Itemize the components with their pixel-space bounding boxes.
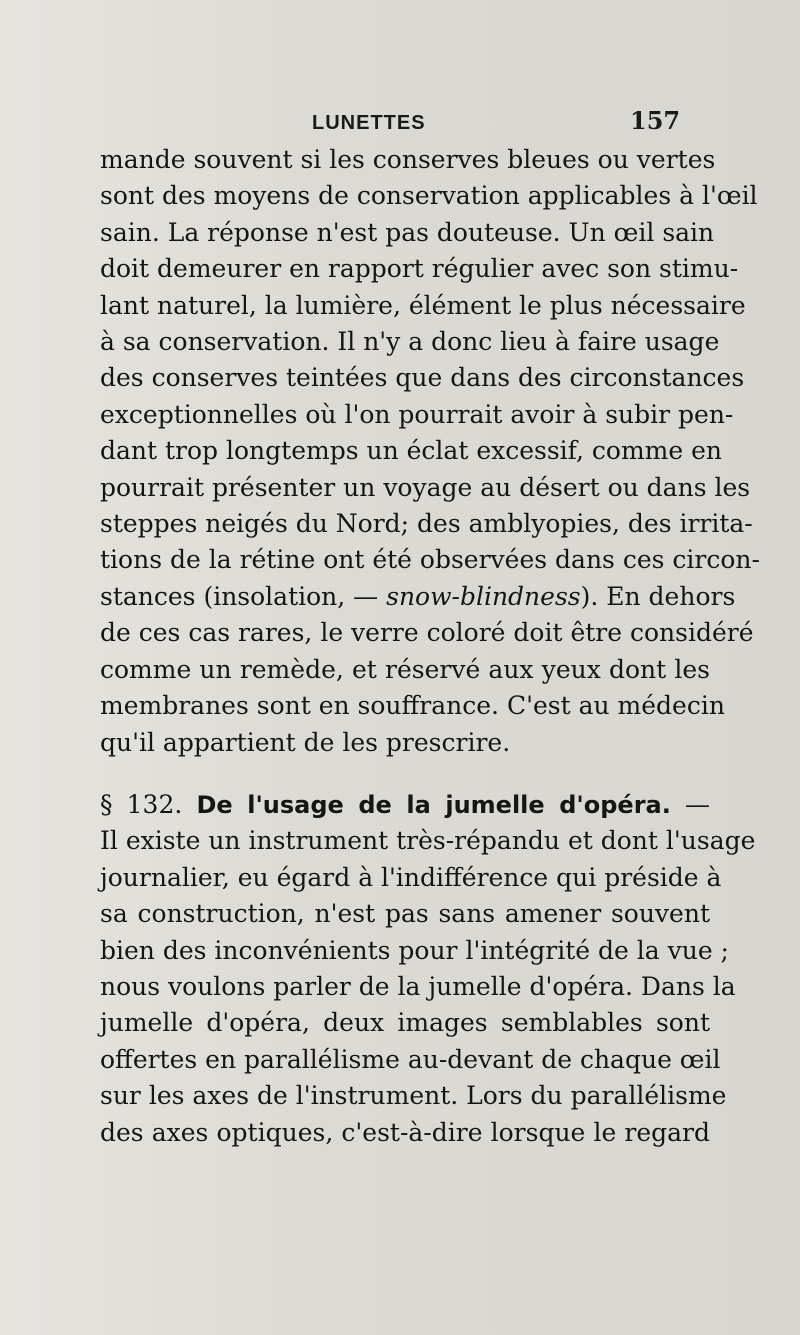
paragraph-gap — [100, 761, 710, 787]
section-dash: — — [685, 789, 711, 819]
text-line: de ces cas rares, le verre coloré doit être considéré — [100, 618, 754, 648]
section-number: § 132. — [100, 789, 183, 819]
text-line: offertes en parallélisme au-devant de chaque œil — [100, 1044, 721, 1074]
text-line: sa construction, n'est pas sans amener souvent — [100, 899, 710, 929]
text-line: journalier, eu égard à l'indifférence qui préside à — [100, 862, 722, 892]
section-heading-line — [100, 787, 710, 823]
text-line-with-italic — [100, 579, 736, 615]
text-line: des axes optiques, c'est-à-dire lorsque le regard — [100, 1117, 710, 1147]
text-line: dant trop longtemps un éclat excessif, comme en — [100, 436, 723, 466]
text-line: qu'il appartient de les prescrire. — [100, 727, 511, 757]
italic-term: snow-blindness — [386, 581, 581, 611]
text-line: doit demeurer en rapport régulier avec son stimu- — [100, 254, 739, 284]
text-line: sain. La réponse n'est pas douteuse. Un œil sain — [100, 217, 715, 247]
text-line: tions de la rétine ont été observées dans ces circon- — [100, 545, 760, 575]
body-text — [100, 142, 760, 1151]
page-number: 157 — [630, 106, 681, 135]
text-line: membranes sont en souffrance. C'est au médecin — [100, 691, 725, 721]
section-132 — [100, 787, 756, 1151]
text-line: mande souvent si les conserves bleues ou vertes — [100, 145, 716, 174]
text-line: steppes neigés du Nord; des amblyopies, des irrita- — [100, 509, 753, 539]
text-line: nous voulons parler de la jumelle d'opéra. Dans la — [100, 971, 736, 1001]
text-line: bien des inconvénients pour l'intégrité de la vue ; — [100, 935, 729, 965]
text-line: sont des moyens de conservation applicables à l'œil — [100, 181, 758, 211]
text-line: pourrait présenter un voyage au désert ou dans les — [100, 472, 751, 502]
text-line: comme un remède, et réservé aux yeux dont les — [100, 654, 710, 684]
section-heading: De l'usage de la jumelle d'opéra. — [196, 790, 671, 819]
text-line: exceptionnelles où l'on pourrait avoir à subir pen- — [100, 399, 734, 429]
text-line: lant naturel, la lumière, élément le plus nécessaire — [100, 290, 746, 320]
running-title: LUNETTES — [312, 112, 426, 134]
text-line: jumelle d'opéra, deux images semblables sont — [100, 1008, 710, 1038]
paragraph-1 — [100, 142, 760, 761]
text-line: à sa conservation. Il n'y a donc lieu à faire usage — [100, 327, 720, 357]
text-line: sur les axes de l'instrument. Lors du parallélisme — [100, 1081, 727, 1111]
running-header — [0, 106, 800, 144]
text-fragment: ). En dehors — [580, 581, 736, 611]
text-line: des conserves teintées que dans des circonstances — [100, 363, 745, 393]
text-fragment: stances (insolation, — — [100, 581, 387, 611]
text-line: Il existe un instrument très-répandu et dont l'usage — [100, 826, 756, 856]
